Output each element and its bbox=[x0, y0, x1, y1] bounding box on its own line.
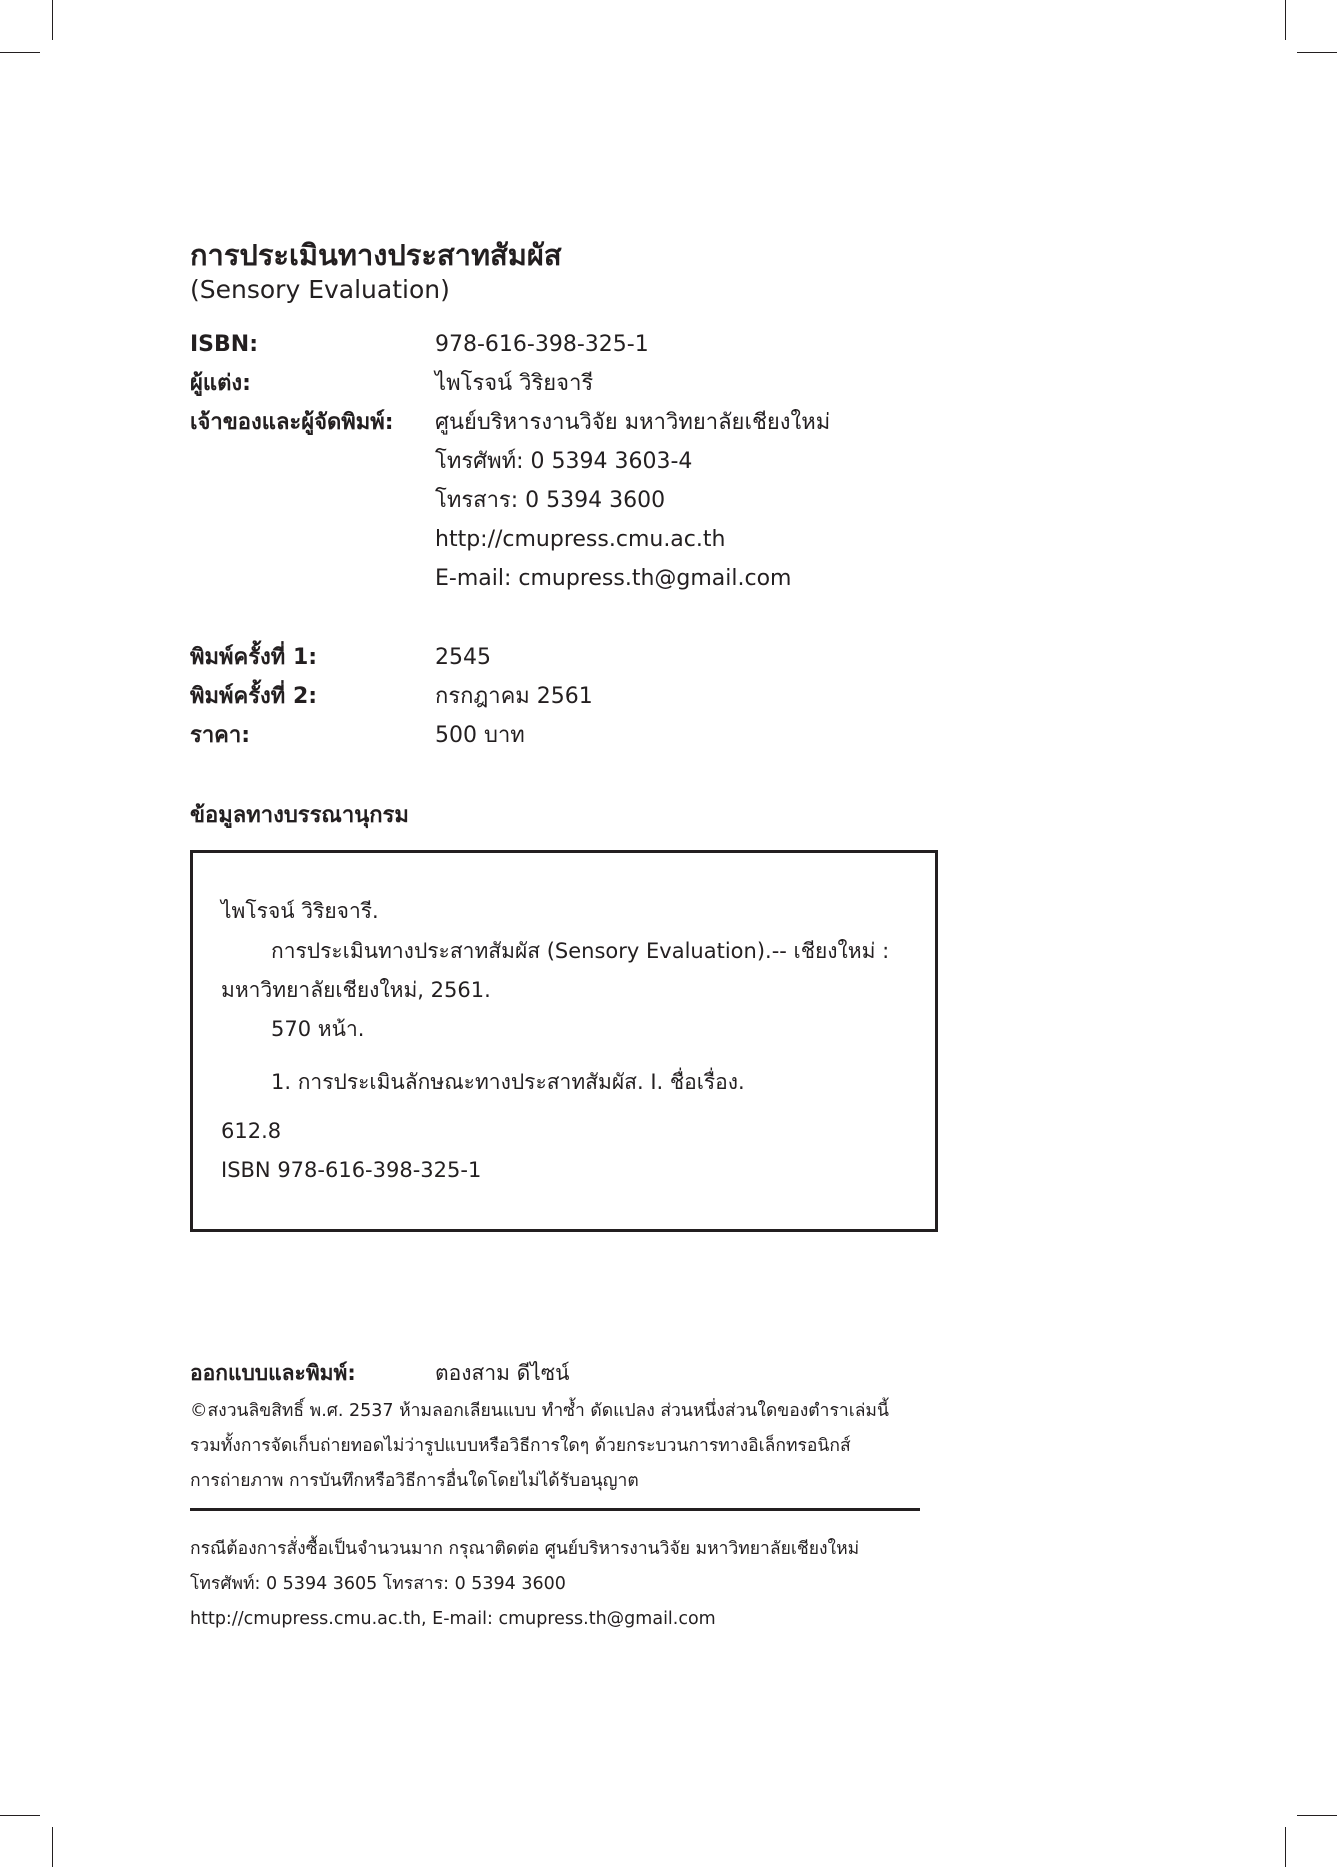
order-line-2: โทรศัพท์: 0 5394 3605 โทรสาร: 0 5394 3600 bbox=[190, 1574, 566, 1594]
cataloging-box bbox=[190, 850, 938, 1232]
publisher-website-link[interactable]: http://cmupress.cmu.ac.th bbox=[435, 527, 726, 552]
cip-class-number: 612.8 bbox=[221, 1119, 282, 1143]
cip-pages: 570 หน้า. bbox=[271, 1017, 365, 1041]
publisher-name: ศูนย์บริหารงานวิจัย มหาวิทยาลัยเชียงใหม่ bbox=[435, 410, 831, 435]
isbn-label: ISBN: bbox=[190, 332, 259, 357]
order-line-3: http://cmupress.cmu.ac.th, E-mail: cmupress.th@gmail.com bbox=[190, 1609, 716, 1629]
print1-value: 2545 bbox=[435, 645, 491, 670]
book-title-thai: การประเมินทางประสาทสัมผัส bbox=[190, 238, 562, 272]
copyright-line-2: รวมทั้งการจัดเก็บถ่ายทอดไม่ว่ารูปแบบหรือวิธีการใดๆ ด้วยกระบวนการทางอิเล็กทรอนิกส์ bbox=[190, 1436, 851, 1456]
design-label: ออกแบบและพิมพ์: bbox=[190, 1361, 356, 1385]
copyright-line-3: การถ่ายภาพ การบันทึกหรือวิธีการอื่นใดโดยไม่ได้รับอนุญาต bbox=[190, 1471, 639, 1491]
copyright-line-1: ©สงวนลิขสิทธิ์ พ.ศ. 2537 ห้ามลอกเลียนแบบ ทำซ้ำ ดัดแปลง ส่วนหนึ่งส่วนใดของตำราเล่มนี้ bbox=[190, 1401, 889, 1421]
book-title-english: (Sensory Evaluation) bbox=[190, 275, 450, 304]
publisher-label: เจ้าของและผู้จัดพิมพ์: bbox=[190, 410, 394, 435]
print2-label: พิมพ์ครั้งที่ 2: bbox=[190, 684, 318, 709]
print2-value: กรกฎาคม 2561 bbox=[435, 684, 593, 709]
crop-mark-bottom-left-h bbox=[0, 1815, 40, 1816]
publisher-email-link[interactable]: E-mail: cmupress.th@gmail.com bbox=[435, 566, 792, 591]
publisher-phone: โทรศัพท์: 0 5394 3603-4 bbox=[435, 449, 693, 474]
cip-author: ไพโรจน์ วิริยจารี. bbox=[221, 899, 379, 923]
price-value: 500 บาท bbox=[435, 723, 525, 748]
divider-rule bbox=[190, 1508, 920, 1511]
crop-mark-top-left bbox=[52, 0, 53, 40]
crop-mark-bottom-right bbox=[1285, 1827, 1286, 1867]
price-label: ราคา: bbox=[190, 723, 251, 748]
crop-mark-top-right-h bbox=[1297, 52, 1337, 53]
author-value: ไพโรจน์ วิริยจารี bbox=[435, 371, 594, 396]
design-credit bbox=[190, 1357, 570, 1390]
author-label: ผู้แต่ง: bbox=[190, 371, 251, 396]
cip-subject: 1. การประเมินลักษณะทางประสาทสัมผัส. I. ชื่อเรื่อง. bbox=[271, 1070, 745, 1094]
bibliography-heading: ข้อมูลทางบรรณานุกรม bbox=[190, 803, 409, 828]
crop-mark-top-right bbox=[1285, 0, 1286, 40]
cip-isbn: ISBN 978-616-398-325-1 bbox=[221, 1158, 482, 1182]
cip-publisher: มหาวิทยาลัยเชียงใหม่, 2561. bbox=[221, 978, 491, 1002]
order-contact bbox=[190, 1532, 859, 1637]
crop-mark-bottom-right-h bbox=[1297, 1815, 1337, 1816]
isbn-value: 978-616-398-325-1 bbox=[435, 332, 649, 357]
copyright-notice bbox=[190, 1394, 920, 1499]
print1-label: พิมพ์ครั้งที่ 1: bbox=[190, 645, 318, 670]
cip-title: การประเมินทางประสาทสัมผัส (Sensory Evaluation).-- เชียงใหม่ : bbox=[271, 939, 890, 963]
publisher-fax: โทรสาร: 0 5394 3600 bbox=[435, 488, 666, 513]
crop-mark-bottom-left bbox=[52, 1827, 53, 1867]
design-value: ตองสาม ดีไซน์ bbox=[435, 1361, 570, 1385]
order-line-1: กรณีต้องการสั่งซื้อเป็นจำนวนมาก กรุณาติดต่อ ศูนย์บริหารงานวิจัย มหาวิทยาลัยเชียงใหม่ bbox=[190, 1539, 860, 1559]
crop-mark-top-left-h bbox=[0, 52, 40, 53]
